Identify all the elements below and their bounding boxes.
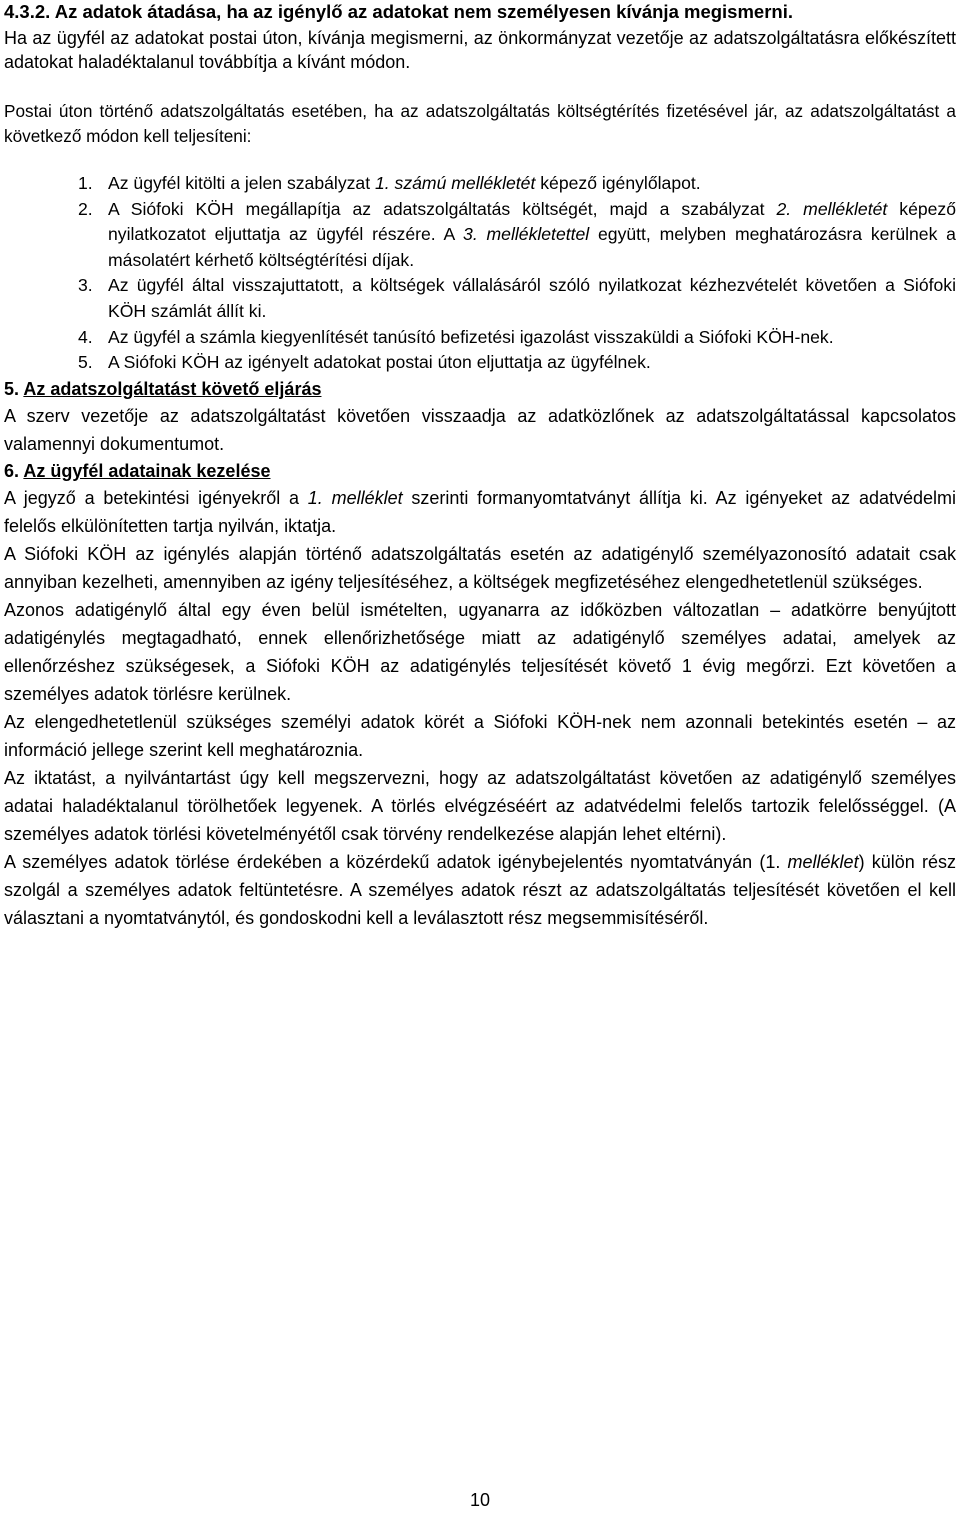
text-run-italic: melléklet: [787, 851, 859, 872]
list-item-step-3: [4, 273, 956, 324]
section-title: Az ügyfél adatainak kezelése: [23, 460, 271, 481]
step-text: A Siófoki KÖH az igényelt adatokat postai úton eljuttatja az ügyfélnek.: [108, 352, 651, 373]
section-heading-6: [4, 458, 956, 484]
paragraph-6-1: [4, 484, 956, 540]
list-item-step-5: [4, 350, 956, 376]
text-run: A személyes adatok törlése érdekében a közérdekű adatok igénybejelentés nyomtatványán (1.: [4, 851, 788, 872]
paragraph-section5: A szerv vezetője az adatszolgáltatást követően visszaadja az adatközlőnek az adatszolgáltatással kapcsolatos valamennyi dokumentumot.: [4, 405, 956, 454]
step-text: együtt, melyben meghatározásra kerülnek a másolatért kérhető költségtérítési díjak.: [108, 224, 956, 270]
paragraph-6-2: A Siófoki KÖH az igénylés alapján történő adatszolgáltatás esetén az adatigénylő személyazonosító adatait csak annyiban kezelheti, amennyiben az igény teljesítéséhez, a költségek megfizetéséhez elengedhetetlenül szükséges.: [4, 543, 956, 592]
step-number: 2.: [78, 198, 93, 219]
page-number: 10: [469, 1490, 491, 1510]
step-text: Az ügyfél kitölti a jelen szabályzat: [108, 173, 375, 193]
step-text: képező nyilatkozatot eljuttatja az ügyfél részére. A: [108, 198, 957, 245]
section-heading-4-3-2: 4.3.2. Az adatok átadása, ha az igénylő az adatokat nem személyesen kívánja megismerni.: [4, 1, 793, 22]
section-number: 6.: [4, 460, 24, 481]
list-item-step-4: [4, 325, 956, 351]
list-item-step-1: [4, 171, 956, 197]
section-number: 5.: [4, 378, 24, 399]
step-text-italic: 3. mellékletettel: [463, 224, 590, 245]
step-text: Az ügyfél által visszajuttatott, a költségek vállalásáról szóló nyilatkozat kézhezvételét követően a Siófoki KÖH számlát állít ki.: [108, 275, 956, 321]
paragraph-intro: Ha az ügyfél az adatokat postai úton, kívánja megismerni, az önkormányzat vezetője az adatszolgáltatásra előkészített adatokat haladéktalanul továbbítja a kívánt módon.: [4, 28, 956, 72]
step-number: 1.: [78, 173, 93, 193]
paragraph-6-3: Azonos adatigénylő által egy éven belül ismételten, ugyanarra az időközben változatlan – adatkörre benyújtott adatigénylés megtagadható, ennek ellenőrizhetősége miatt az adatigénylő személyes adatai, amelyek az ellenőrzéshez szükségesek, a Siófoki KÖH az adatigénylés teljesítését követő 1 évig megőrzi. Ezt követően a személyes adatok törlésre kerülnek.: [4, 599, 956, 704]
section-heading-5: [4, 376, 956, 402]
list-item-step-2: [4, 197, 956, 274]
paragraph-6-5: Az iktatást, a nyilvántartást úgy kell megszervezni, hogy az adatszolgáltatást követően az adatigénylő személyes adatai haladéktalanul törölhetőek legyenek. A törlés elvégzéséért az adatvédelmi felelős tartozik felelősséggel. (A személyes adatok törlési követelményétől csak törvény rendelkezése alapján lehet eltérni).: [4, 767, 956, 844]
step-number: 3.: [78, 275, 93, 296]
text-run-italic: 1. melléklet: [307, 487, 403, 508]
step-text: képező igénylőlapot.: [535, 173, 701, 193]
text-run: ) külön rész szolgál a személyes adatok feltüntetésre. A személyes adatok részt az adatszolgáltatás teljesítését követően el kell választani a nyomtatványtól, és gondoskodni kell a leválasztott rész megsemmisítéséről.: [4, 851, 956, 928]
text-run: A jegyző a betekintési igényekről a: [4, 487, 308, 508]
paragraph-postal: Postai úton történő adatszolgáltatás esetében, ha az adatszolgáltatás költségtérítés fizetésével jár, az adatszolgáltatást a következő módon kell teljesíteni:: [4, 101, 956, 146]
steps-list: [4, 171, 956, 376]
paragraph-6-6: [4, 848, 956, 932]
section-title: Az adatszolgáltatást követő eljárás: [23, 378, 322, 399]
step-text: Az ügyfél a számla kiegyenlítését tanúsító befizetési igazolást visszaküldi a Siófoki KÖH-nek.: [108, 326, 834, 347]
step-text: A Siófoki KÖH megállapítja az adatszolgáltatás költségét, majd a szabályzat: [108, 198, 777, 219]
paragraph-6-4: Az elengedhetetlenül szükséges személyi adatok körét a Siófoki KÖH-nek nem azonnali betekintés esetén – az információ jellege szerint kell meghatároznia.: [4, 711, 956, 760]
step-number: 4.: [78, 326, 93, 347]
text-run: szerinti formanyomtatványt állítja ki. Az igényeket az adatvédelmi felelős elkülönítetten tartja nyilván, iktatja.: [4, 487, 956, 536]
document-page: [4, 0, 956, 932]
step-text-italic: 1. számú mellékletét: [374, 173, 536, 193]
step-text-italic: 2. mellékletét: [776, 198, 888, 219]
step-number: 5.: [78, 352, 93, 373]
